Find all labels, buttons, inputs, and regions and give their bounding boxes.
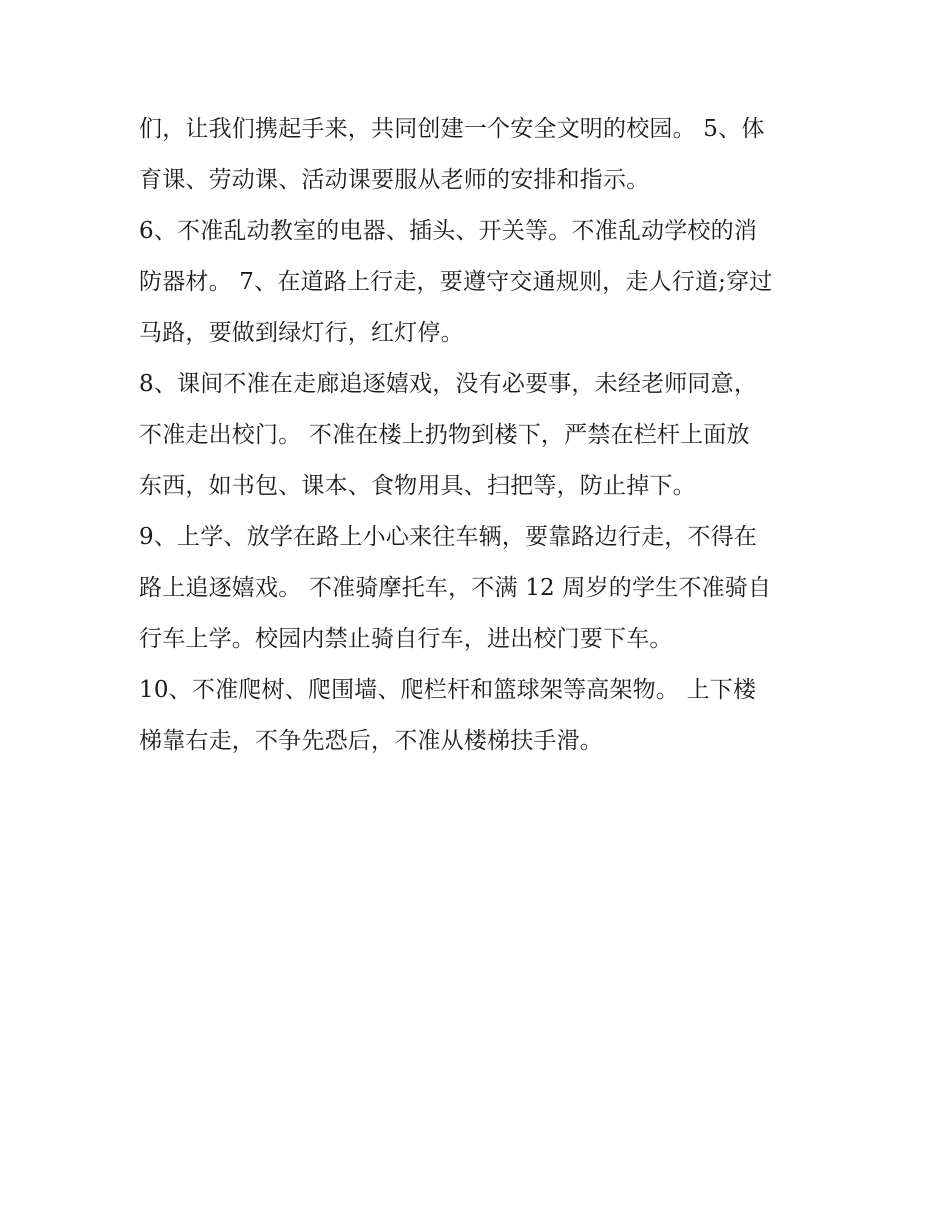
text-line: 路上追逐嬉戏。 不准骑摩托车，不满 12 周岁的学生不准骑自 [139,575,772,601]
text-line: 马路，要做到绿灯行，红灯停。 [139,320,464,346]
text-line: 6、不准乱动教室的电器、插头、开关等。不准乱动学校的消 [139,218,758,244]
text-line: 不准走出校门。 不准在楼上扔物到楼下，严禁在栏杆上面放 [139,422,750,448]
paragraph-2 [139,206,819,359]
paragraph-4 [139,512,819,665]
paragraph-5 [139,665,819,767]
paragraph-1 [139,104,819,206]
text-line: 防器材。 7、在道路上行走，要遵守交通规则，走人行道;穿过 [139,269,773,295]
text-line: 行车上学。校园内禁止骑自行车，进出校门要下车。 [139,626,673,652]
text-line: 8、课间不准在走廊追逐嬉戏，没有必要事，未经老师同意， [139,371,758,397]
text-line: 10、不准爬树、爬围墙、爬栏杆和篮球架等高架物。 上下楼 [139,677,757,703]
document-body [139,104,819,767]
text-line: 们，让我们携起手来，共同创建一个安全文明的校园。 5、体 [139,116,765,142]
paragraph-3 [139,359,819,512]
text-line: 9、上学、放学在路上小心来往车辆，要靠路边行走，不得在 [139,524,758,550]
text-line: 育课、劳动课、活动课要服从老师的安排和指示。 [139,167,650,193]
text-line: 梯靠右走，不争先恐后，不准从楼梯扶手滑。 [139,728,603,754]
text-line: 东西，如书包、课本、食物用具、扫把等，防止掉下。 [139,473,696,499]
